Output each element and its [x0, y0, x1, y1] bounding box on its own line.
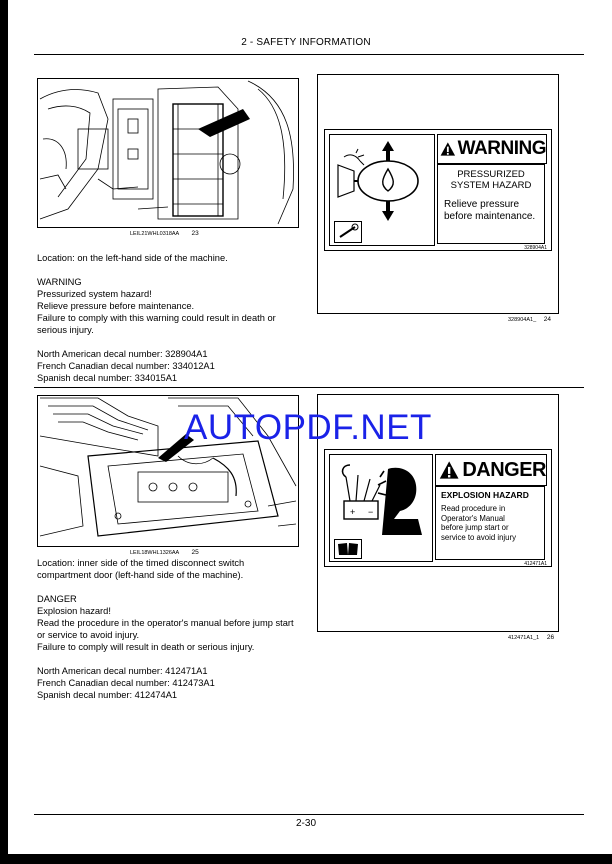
decal-number-line: Spanish decal number: 412474A1 — [37, 690, 178, 700]
danger-decal — [324, 449, 552, 567]
manual-wrench-icon — [334, 221, 362, 243]
figure-25-caption: LEIL18WHL1326AA 25 — [130, 549, 199, 556]
pressure-pictogram-panel — [329, 134, 435, 246]
signal-word-text: WARNING — [37, 277, 82, 287]
operators-manual-icon — [334, 539, 362, 559]
warning-signal-word: WARNING — [457, 138, 546, 159]
location-text: Location: on the left-hand side of the machine. — [37, 253, 228, 263]
figure-26-caption: 412471A1_1 26 — [508, 634, 555, 641]
header-rule — [34, 54, 584, 55]
decal-number-line: North American decal number: 328904A1 — [37, 349, 208, 359]
machine-left-side-illustration — [37, 78, 299, 228]
danger-signal-word: DANGER — [462, 458, 546, 481]
footer-rule — [34, 814, 584, 815]
section-1-text — [37, 252, 299, 384]
warning-header — [437, 134, 547, 164]
hazard-title: PRESSURIZED SYSTEM HAZARD — [450, 169, 532, 191]
warning-message-panel — [437, 164, 545, 244]
decal-part-code: 412471A1 — [524, 561, 547, 567]
warning-decal — [324, 129, 552, 251]
decal-number-line: French Canadian decal number: 412473A1 — [37, 678, 215, 688]
page-frame-left — [0, 0, 8, 864]
decal-number-line: North American decal number: 412471A1 — [37, 666, 208, 676]
hazard-line: Explosion hazard! — [37, 606, 111, 616]
figure-23-caption: LEIL21WHL0318AA 23 — [130, 230, 199, 237]
warning-triangle-icon — [440, 137, 456, 161]
machine-line-drawing — [38, 79, 298, 227]
pointer-arrow — [198, 109, 250, 137]
explosion-pictogram-panel — [329, 454, 433, 562]
hazard-line: Relieve pressure before maintenance. — [37, 301, 195, 311]
section-2-text — [37, 557, 299, 701]
hazard-line: Read the procedure in the operator's manual before jump start or service to avoid injury. — [37, 618, 294, 640]
decal-number-line: French Canadian decal number: 334012A1 — [37, 361, 215, 371]
hazard-instruction: Relieve pressure before maintenance. — [444, 199, 536, 222]
danger-triangle-icon — [439, 458, 459, 482]
svg-text:−: − — [368, 507, 374, 517]
hazard-instruction: Read procedure in Operator's Manual before jump start or service to avoid injury — [441, 504, 516, 542]
signal-word-text: DANGER — [37, 594, 77, 604]
danger-message-panel — [435, 486, 545, 560]
hazard-line: Failure to comply will result in death or serious injury. — [37, 642, 255, 652]
danger-header — [435, 454, 547, 486]
decal-part-code: 328904A1 — [524, 245, 547, 251]
section-divider — [34, 387, 584, 388]
hazard-title: EXPLOSION HAZARD — [441, 490, 529, 500]
hazard-line: Failure to comply with this warning could result in death or serious injury. — [37, 313, 276, 335]
figure-24-caption: 328904A1_ 24 — [508, 316, 552, 323]
page-frame-bottom — [0, 854, 612, 864]
page-header: 2 - SAFETY INFORMATION — [241, 37, 371, 48]
warning-decal-frame — [317, 74, 559, 314]
location-text: Location: inner side of the timed disconnect switch compartment door (left-hand side of the machine). — [37, 558, 245, 580]
page-number: 2-30 — [295, 818, 316, 829]
decal-number-line: Spanish decal number: 334015A1 — [37, 373, 178, 383]
watermark-text: AUTOPDF.NET — [184, 408, 432, 447]
hazard-line: Pressurized system hazard! — [37, 289, 152, 299]
svg-text:+: + — [350, 507, 356, 517]
